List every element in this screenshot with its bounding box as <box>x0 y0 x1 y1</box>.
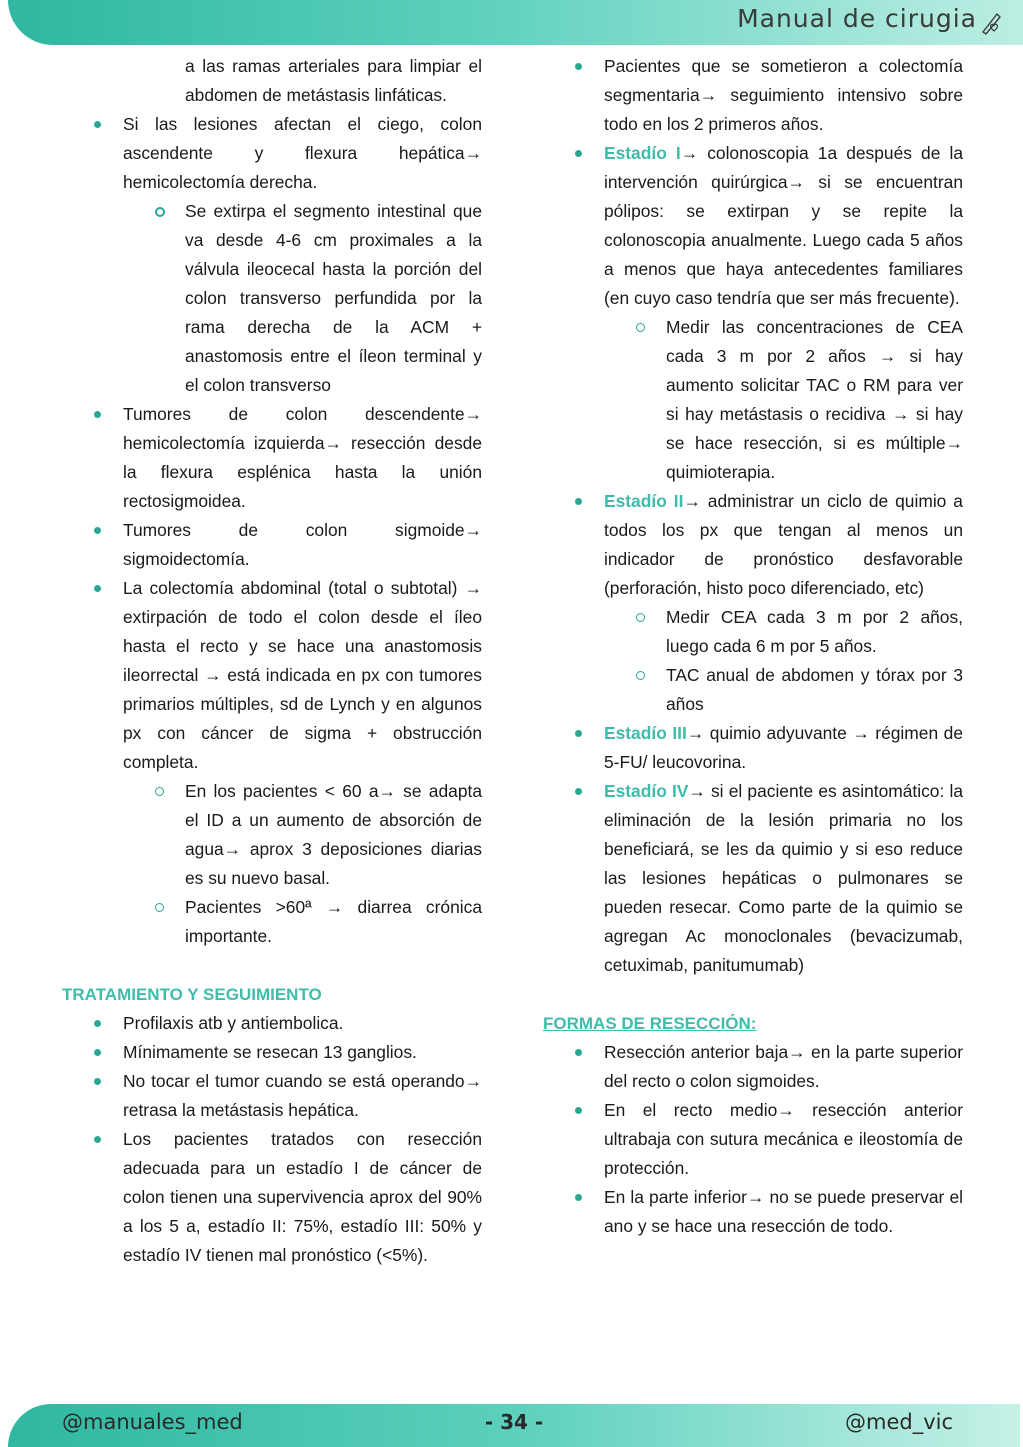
sub-list-item-text: Medir CEA cada 3 m por 2 años, luego cada 6 m por 5 años. <box>666 607 963 656</box>
sub-list-item-text: Medir las concentraciones de CEA cada 3 m por 2 años → si hay aumento solicitar TAC o RM para ver si hay metástasis o recidiva → si hay se hace resección, si es múltiple→ quimioterapia. <box>666 317 963 482</box>
sub-list-item-text: Se extirpa el segmento intestinal que va desde 4-6 cm proximales a la válvula ileocecal hasta la porción del colon transverso perfundida por la rama derecha de la ACM + anastomosis entre el íleon terminal y el colon transverso <box>185 201 482 395</box>
footer-handle-right: @med_vic <box>844 1410 953 1434</box>
spacer <box>543 980 963 1009</box>
list-item-text: → si el paciente es asintomático: la eliminación de la lesión primaria no los beneficiará, se les da quimio y si eso reduce las lesiones hepáticas o pulmonares se pueden resecar. Como parte de la quimio se agregan Ac monoclonales (bevacizumab, cetuximab, panitumumab) <box>604 781 964 975</box>
list-item-text: Resección anterior baja→ en la parte superior del recto o colon sigmoides. <box>604 1042 963 1091</box>
list-item <box>62 110 482 197</box>
list-item <box>62 1125 482 1270</box>
sub-list-item-text: TAC anual de abdomen y tórax por 3 años <box>666 665 963 714</box>
list-item <box>543 1183 963 1241</box>
stage-label: Estadío I <box>604 143 681 163</box>
list-item-text: Profilaxis atb y antiembolica. <box>123 1013 344 1033</box>
list-item <box>62 1009 482 1038</box>
circle-bullet-icon <box>636 671 645 680</box>
stage-label: Estadío III <box>604 723 687 743</box>
list-item <box>543 487 963 603</box>
list-item-text: La colectomía abdominal (total o subtotal) → extirpación de todo el colon desde el íleo hasta el recto y se hace una anastomosis ileorrectal → está indicada en px con tumores primarios múltiples, sd de Lynch y en algunos px con cáncer de sigma + obstrucción completa. <box>123 578 482 772</box>
list-item-text: Mínimamente se resecan 13 ganglios. <box>123 1042 417 1062</box>
header-title: Manual de cirugia <box>737 4 977 33</box>
spacer <box>62 951 482 980</box>
list-item-text: Tumores de colon descendente→ hemicolectomía izquierda→ resección desde la flexura esplénica hasta la unión rectosigmoidea. <box>123 404 482 511</box>
sub-list-item <box>62 197 482 400</box>
sub-list-item <box>62 893 482 951</box>
list-item-text: Tumores de colon sigmoide→ sigmoidectomía. <box>123 520 482 569</box>
left-column <box>62 52 482 1270</box>
paragraph-continuation: a las ramas arteriales para limpiar el abdomen de metástasis linfáticas. <box>185 56 482 105</box>
list-item-text: → colonoscopia 1a después de la intervención quirúrgica→ si se encuentran pólipos: se extirpan y se repite la colonoscopia anualmente. Luego cada 5 años a menos que haya antecedentes familiares (en cuyo caso tendría que ser más frecuente). <box>604 143 963 308</box>
list-item-text: No tocar el tumor cuando se está operando→ retrasa la metástasis hepática. <box>123 1071 482 1120</box>
list-item-text: En el recto medio→ resección anterior ultrabaja con sutura mecánica e ileostomía de protección. <box>604 1100 963 1178</box>
sub-list-item <box>543 603 963 661</box>
sub-list-item <box>543 661 963 719</box>
pen-heart-icon <box>979 10 1003 36</box>
sub-list-item-text: En los pacientes < 60 a→ se adapta el ID a un aumento de absorción de agua→ aprox 3 deposiciones diarias es su nuevo basal. <box>185 781 482 888</box>
list-item <box>543 52 963 139</box>
list-item <box>543 777 963 980</box>
circle-bullet-icon <box>155 903 164 912</box>
list-item-text: Los pacientes tratados con resección adecuada para un estadío I de cáncer de colon tienen una supervivencia aprox del 90% a los 5 a, estadío II: 75%, estadío III: 50% y estadío IV tienen mal pronóstico (<5%). <box>123 1129 482 1265</box>
page-number: - 34 - <box>484 1410 544 1434</box>
circle-bullet-icon <box>155 787 164 796</box>
list-item <box>543 719 963 777</box>
sub-list-item <box>62 777 482 893</box>
list-item-text: → administrar un ciclo de quimio a todos los px que tengan al menos un indicador de pronóstico desfavorable (perforación, histo poco diferenciado, etc) <box>604 491 963 598</box>
footer-handle-left: @manuales_med <box>62 1410 243 1434</box>
list-item <box>543 1096 963 1183</box>
list-item <box>62 1038 482 1067</box>
list-item <box>62 516 482 574</box>
list-item <box>62 574 482 777</box>
ring-bullet-icon <box>155 207 165 217</box>
list-item <box>62 400 482 516</box>
stage-label: Estadío IV <box>604 781 689 801</box>
list-item-text: → quimio adyuvante → régimen de 5-FU/ leucovorina. <box>604 723 963 772</box>
circle-bullet-icon <box>636 613 645 622</box>
list-item-text: En la parte inferior→ no se puede preservar el ano y se hace una resección de todo. <box>604 1187 963 1236</box>
list-item <box>543 139 963 313</box>
section-heading: TRATAMIENTO Y SEGUIMIENTO <box>62 985 322 1004</box>
section-heading: FORMAS DE RESECCIÓN: <box>543 1014 757 1033</box>
right-column <box>543 52 963 1241</box>
list-item <box>62 1067 482 1125</box>
stage-label: Estadío II <box>604 491 684 511</box>
circle-bullet-icon <box>636 323 645 332</box>
sub-list-item <box>543 313 963 487</box>
list-item-text: Si las lesiones afectan el ciego, colon ascendente y flexura hepática→ hemicolectomía derecha. <box>123 114 482 192</box>
sub-list-item-text: Pacientes >60ª → diarrea crónica importante. <box>185 897 482 946</box>
list-item <box>543 1038 963 1096</box>
list-item-text: Pacientes que se sometieron a colectomía segmentaria→ seguimiento intensivo sobre todo en los 2 primeros años. <box>604 56 963 134</box>
